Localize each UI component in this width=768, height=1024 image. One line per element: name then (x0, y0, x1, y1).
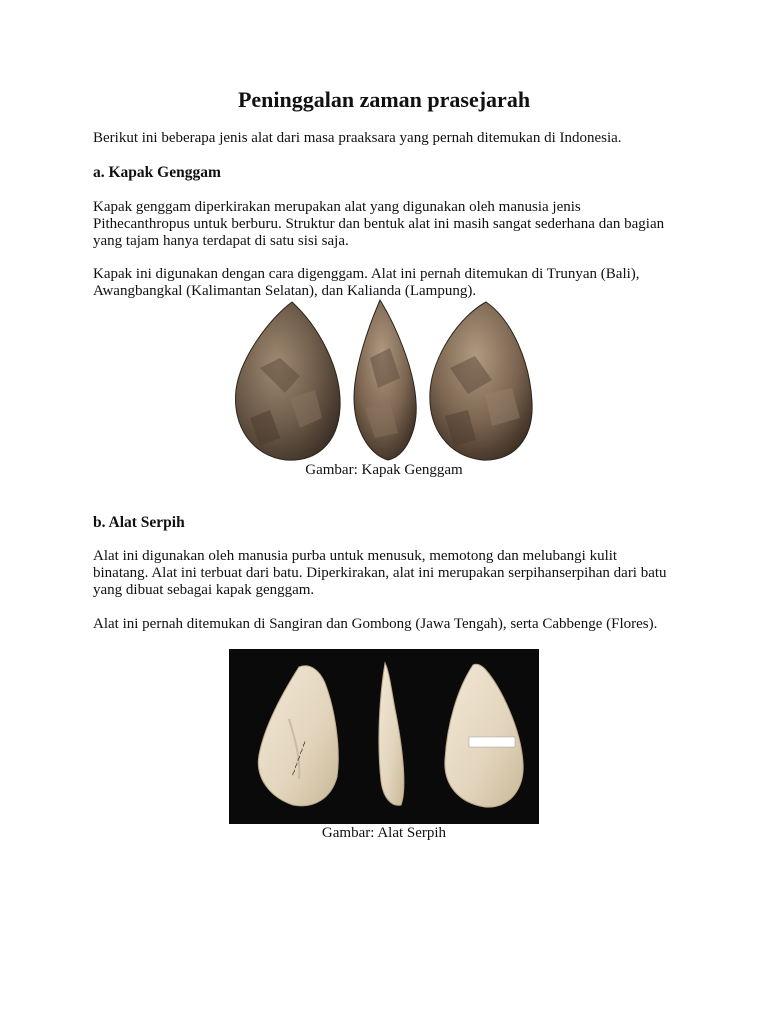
kapak-genggam-caption: Gambar: Kapak Genggam (305, 462, 463, 478)
section-a-paragraph-1: Kapak genggam diperkirakan merupakan alat yang digunakan oleh manusia jenis Pithecanthropus untuk berburu. Struktur dan bentuk alat ini masih sangat sederhana dan bagian yang tajam hanya terdapat di satu sisi saja. (93, 199, 665, 249)
alat-serpih-caption: Gambar: Alat Serpih (321, 825, 447, 841)
section-b-paragraph-1: Alat ini digunakan oleh manusia purba untuk menusuk, memotong dan melubangi kulit binatang. Alat ini terbuat dari batu. Diperkirakan, alat ini merupakan serpihanserpihan dari batu yang dibuat sebagai kapak genggam. (93, 548, 667, 598)
page-title: Peninggalan zaman prasejarah (237, 87, 531, 112)
section-b-heading: b. Alat Serpih (93, 514, 185, 531)
section-b-paragraph-2: Alat ini pernah ditemukan di Sangiran dan Gombong (Jawa Tengah), serta Cabbenge (Flores). (93, 616, 658, 632)
alat-serpih-image (229, 649, 539, 824)
section-a-paragraph-2: Kapak ini digunakan dengan cara digenggam. Alat ini pernah ditemukan di Trunyan (Bali), Awangbangkal (Kalimantan Selatan), dan Kalianda (Lampung). (93, 266, 640, 299)
intro-paragraph: Berikut ini beberapa jenis alat dari masa praaksara yang pernah ditemukan di Indonesia. (93, 130, 622, 146)
section-a-heading: a. Kapak Genggam (93, 164, 221, 181)
kapak-genggam-image (230, 298, 540, 464)
svg-text:~~~~~: ~~~~~ (288, 739, 311, 779)
